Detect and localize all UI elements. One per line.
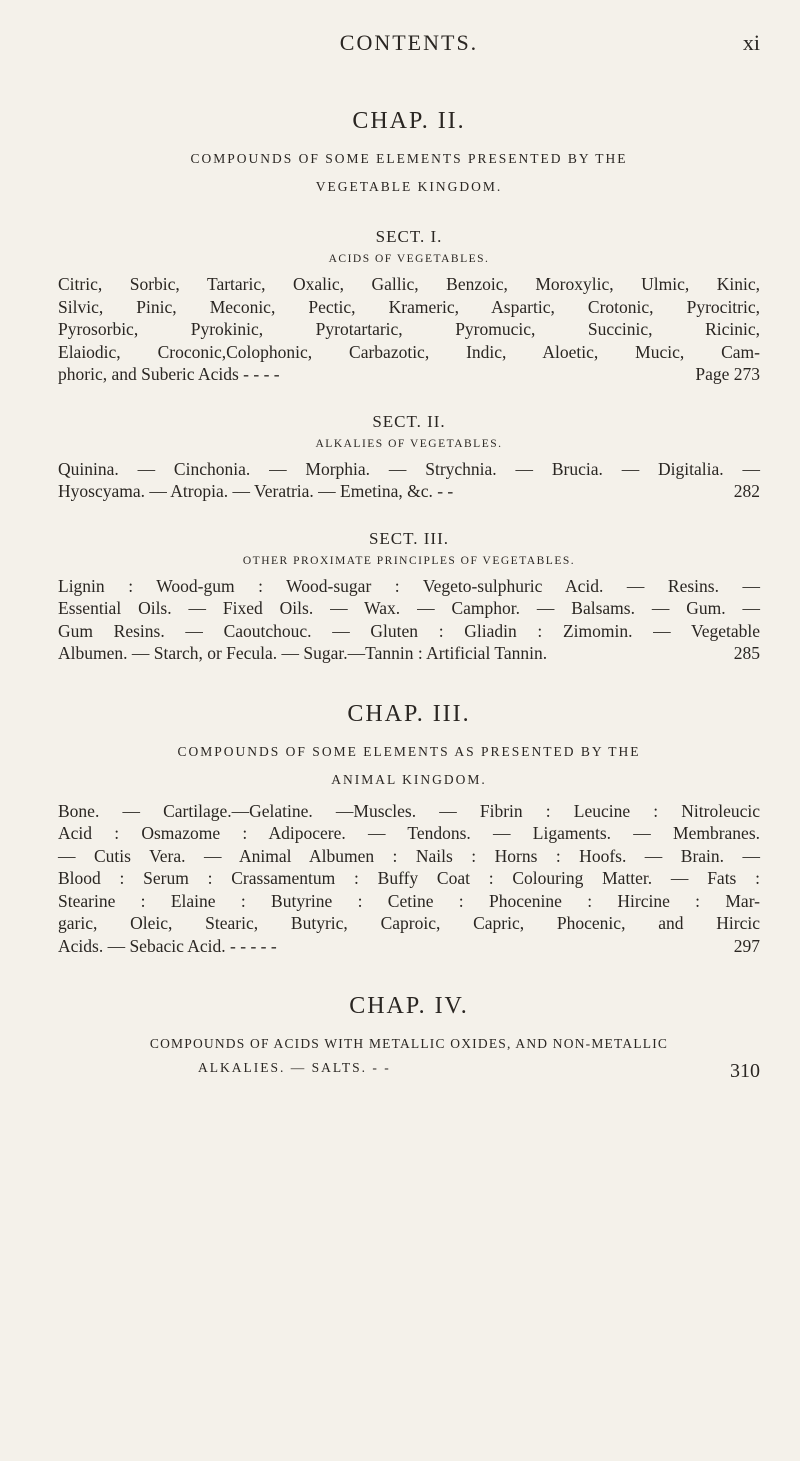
entry-line: Citric, Sorbic, Tartaric, Oxalic, Gallic, Benzoic, Moroxylic, Ulmic, Kinic, bbox=[58, 274, 760, 294]
section-1-title: SECT. I. bbox=[375, 227, 443, 246]
section-1-entry bbox=[58, 273, 760, 386]
chapter-3-entry bbox=[58, 800, 760, 958]
page-reference: 310 bbox=[730, 1060, 760, 1082]
chapter-4-title: CHAP. IV. bbox=[349, 993, 469, 1019]
entry-line: Gum Resins. — Caoutchouc. — Gluten : Gliadin : Zimomin. — Vegetable bbox=[58, 620, 760, 641]
chapter-4-last-line bbox=[58, 1060, 760, 1083]
entry-last-line bbox=[58, 935, 760, 958]
chapter-3-title: CHAP. III. bbox=[347, 700, 471, 727]
entry-line: Bone. — Cartilage.—Gelatine. —Muscles. — Fibrin : Leucine : Nitroleucic bbox=[58, 800, 760, 821]
entry-last-line bbox=[58, 480, 760, 503]
page-number: xi bbox=[742, 30, 760, 55]
chapter-4-subtitle-line-2: ALKALIES. — SALTS. - - bbox=[198, 1060, 391, 1075]
chapter-2-subtitle-line-1: COMPOUNDS OF SOME ELEMENTS PRESENTED BY THE bbox=[190, 151, 628, 166]
entry-line: Stearine : Elaine : Butyrine : Cetine : Phocenine : Hircine : Mar- bbox=[58, 890, 760, 911]
page-reference: Page 273 bbox=[695, 364, 760, 384]
entry-line: Blood : Serum : Crassamentum : Buffy Coat : Colouring Matter. — Fats : bbox=[58, 868, 760, 888]
entry-line: Silvic, Pinic, Meconic, Pectic, Krameric, Aspartic, Crotonic, Pyrocitric, bbox=[58, 296, 760, 317]
section-2-title: SECT. II. bbox=[372, 411, 446, 431]
entry-last-line bbox=[58, 363, 760, 386]
chapter-4-subtitle-line-1: COMPOUNDS OF ACIDS WITH METALLIC OXIDES, AND NON-METALLIC bbox=[149, 1036, 669, 1051]
entry-line: Essential Oils. — Fixed Oils. — Wax. — Camphor. — Balsams. — Gum. — bbox=[58, 598, 760, 618]
entry-line: garic, Oleic, Stearic, Butyric, Caproic, Capric, Phocenic, and Hircic bbox=[58, 913, 760, 933]
entry-line: Elaiodic, Croconic,Colophonic, Carbazotic, Indic, Aloetic, Mucic, Cam- bbox=[58, 341, 760, 362]
entry-line: Pyrosorbic, Pyrokinic, Pyrotartaric, Pyromucic, Succinic, Ricinic, bbox=[58, 319, 760, 339]
section-3-entry bbox=[58, 575, 760, 665]
entry-line-text: phoric, and Suberic Acids - - - - bbox=[58, 364, 280, 384]
page-reference: 297 bbox=[733, 935, 760, 956]
entry-line: — Cutis Vera. — Animal Albumen : Nails : Horns : Hoofs. — Brain. — bbox=[58, 845, 760, 866]
running-head bbox=[58, 0, 760, 70]
entry-line-text: Hyoscyama. — Atropia. — Veratria. — Emetina, &c. - - bbox=[58, 481, 454, 501]
section-2-subtitle: ALKALIES OF VEGETABLES. bbox=[315, 437, 503, 450]
section-1-subtitle: ACIDS OF VEGETABLES. bbox=[328, 253, 490, 265]
section-3-title: SECT. III. bbox=[368, 528, 450, 548]
entry-line: Acid : Osmazome : Adipocere. — Tendons. — Ligaments. — Membranes. bbox=[58, 823, 760, 843]
entry-line: Quinina. — Cinchonia. — Morphia. — Strychnia. — Brucia. — Digitalia. — bbox=[58, 458, 760, 479]
section-2-entry bbox=[58, 458, 760, 503]
chapter-3-subtitle-line-2: ANIMAL KINGDOM. bbox=[331, 771, 487, 787]
running-title: CONTENTS. bbox=[339, 30, 479, 55]
entry-line-text: Acids. — Sebacic Acid. - - - - - bbox=[58, 935, 277, 956]
entry-line-text: Albumen. — Starch, or Fecula. — Sugar.—Tannin : Artificial Tannin. bbox=[58, 643, 548, 663]
chapter-3-subtitle-line-1: COMPOUNDS OF SOME ELEMENTS AS PRESENTED BY THE bbox=[177, 743, 641, 759]
section-3-subtitle: OTHER PROXIMATE PRINCIPLES OF VEGETABLES. bbox=[242, 554, 576, 567]
page-reference: 285 bbox=[733, 643, 760, 663]
chapter-2-subtitle-line-2: VEGETABLE KINGDOM. bbox=[315, 179, 503, 194]
page-reference: 282 bbox=[733, 481, 760, 501]
entry-last-line bbox=[58, 642, 760, 665]
entry-line: Lignin : Wood-gum : Wood-sugar : Vegeto-sulphuric Acid. — Resins. — bbox=[58, 575, 760, 596]
chapter-2-title: CHAP. II. bbox=[352, 108, 466, 134]
